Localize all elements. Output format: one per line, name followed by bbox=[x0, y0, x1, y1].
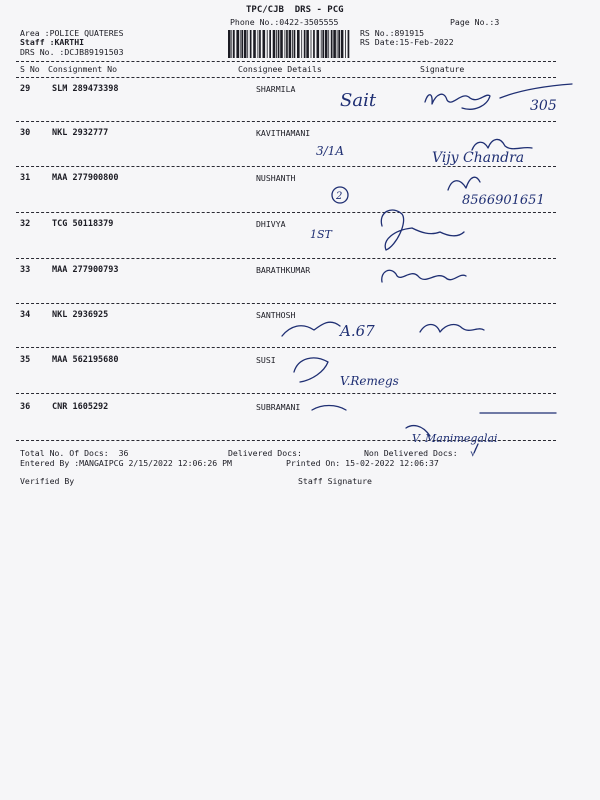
verified-by: Verified By bbox=[20, 476, 75, 486]
col-signature: Signature bbox=[420, 64, 465, 74]
handwritten-note: 2 bbox=[336, 191, 343, 202]
row-sno: 32 bbox=[20, 219, 31, 229]
signature-scribble bbox=[312, 406, 346, 411]
signature-scribble bbox=[294, 358, 328, 382]
row-sno: 33 bbox=[20, 265, 31, 275]
handwritten-note: 3/1A bbox=[316, 144, 344, 158]
total-docs: Total No. Of Docs: 36 bbox=[20, 448, 129, 458]
signature-scribble bbox=[282, 322, 340, 336]
row-consignment: MAA 277900800 bbox=[52, 173, 119, 183]
entered-by: Entered By :MANGAIPCG 2/15/2022 12:06:26 PM bbox=[20, 458, 232, 468]
handwritten-note: V.Remegs bbox=[340, 374, 399, 388]
col-consignment: Consignment No bbox=[48, 64, 118, 74]
row-consignee: KAVITHAMANI bbox=[256, 128, 311, 138]
rs-date: RS Date:15-Feb-2022 bbox=[360, 37, 454, 47]
row-consignee: SHARMILA bbox=[256, 84, 296, 94]
signature-scribble bbox=[420, 325, 484, 333]
row-sno: 30 bbox=[20, 128, 31, 138]
row-consignment: NKL 2932777 bbox=[52, 128, 109, 138]
handwritten-note: Sait bbox=[340, 90, 377, 111]
signature-scribble bbox=[382, 270, 466, 282]
row-consignment: MAA 277900793 bbox=[52, 265, 119, 275]
row-sno: 31 bbox=[20, 173, 31, 183]
col-sno: S No bbox=[20, 64, 40, 74]
printed-on: Printed On: 15-02-2022 12:06:37 bbox=[286, 458, 439, 468]
rs-number: RS No.:891915 bbox=[360, 28, 425, 38]
staff-label: Staff :KARTHI bbox=[20, 37, 85, 47]
row-consignment: CNR 1605292 bbox=[52, 402, 109, 412]
signature-scribble bbox=[425, 94, 490, 109]
row-consignment: MAA 562195680 bbox=[52, 355, 119, 365]
row-consignee: SUSI bbox=[256, 355, 276, 365]
row-sno: 35 bbox=[20, 355, 31, 365]
delivered-docs: Delivered Docs: bbox=[228, 448, 302, 458]
signature-scribble bbox=[472, 139, 532, 150]
row-consignment: NKL 2936925 bbox=[52, 310, 109, 320]
drs-number: DRS No. :DCJB89191503 bbox=[20, 47, 124, 57]
row-consignee: SANTHOSH bbox=[256, 310, 296, 320]
non-delivered-docs: Non Delivered Docs: bbox=[364, 448, 458, 458]
staff-signature-label: Staff Signature bbox=[298, 476, 372, 486]
signature-scribble bbox=[500, 84, 572, 98]
row-consignment: SLM 289473398 bbox=[52, 84, 119, 94]
handwritten-note: 8566901651 bbox=[462, 193, 545, 208]
row-sno: 34 bbox=[20, 310, 31, 320]
page-number: Page No.:3 bbox=[450, 17, 500, 27]
row-consignee: BARATHKUMAR bbox=[256, 265, 311, 275]
handwritten-note: 305 bbox=[530, 98, 557, 114]
signature-scribble bbox=[381, 210, 464, 250]
handwritten-note: 1ST bbox=[310, 228, 332, 241]
handwritten-note: V. Manimegalai bbox=[412, 432, 498, 445]
row-consignment: TCG 50118379 bbox=[52, 219, 114, 229]
row-sno: 36 bbox=[20, 402, 31, 412]
document-title: TPC/CJB DRS - PCG bbox=[246, 5, 344, 15]
phone-number: Phone No.:0422-3505555 bbox=[230, 17, 339, 27]
row-consignee: NUSHANTH bbox=[256, 173, 296, 183]
handwritten-note: √ bbox=[470, 448, 477, 459]
row-consignee: DHIVYA bbox=[256, 219, 286, 229]
row-consignee: SUBRAMANI bbox=[256, 402, 301, 412]
handwritten-note: Vijy Chandra bbox=[432, 150, 525, 166]
area-label: Area :POLICE QUATERES bbox=[20, 28, 124, 38]
signature-scribble bbox=[448, 177, 480, 190]
row-sno: 29 bbox=[20, 84, 31, 94]
handwritten-note: A.67 bbox=[340, 322, 375, 340]
col-consignee: Consignee Details bbox=[238, 64, 322, 74]
